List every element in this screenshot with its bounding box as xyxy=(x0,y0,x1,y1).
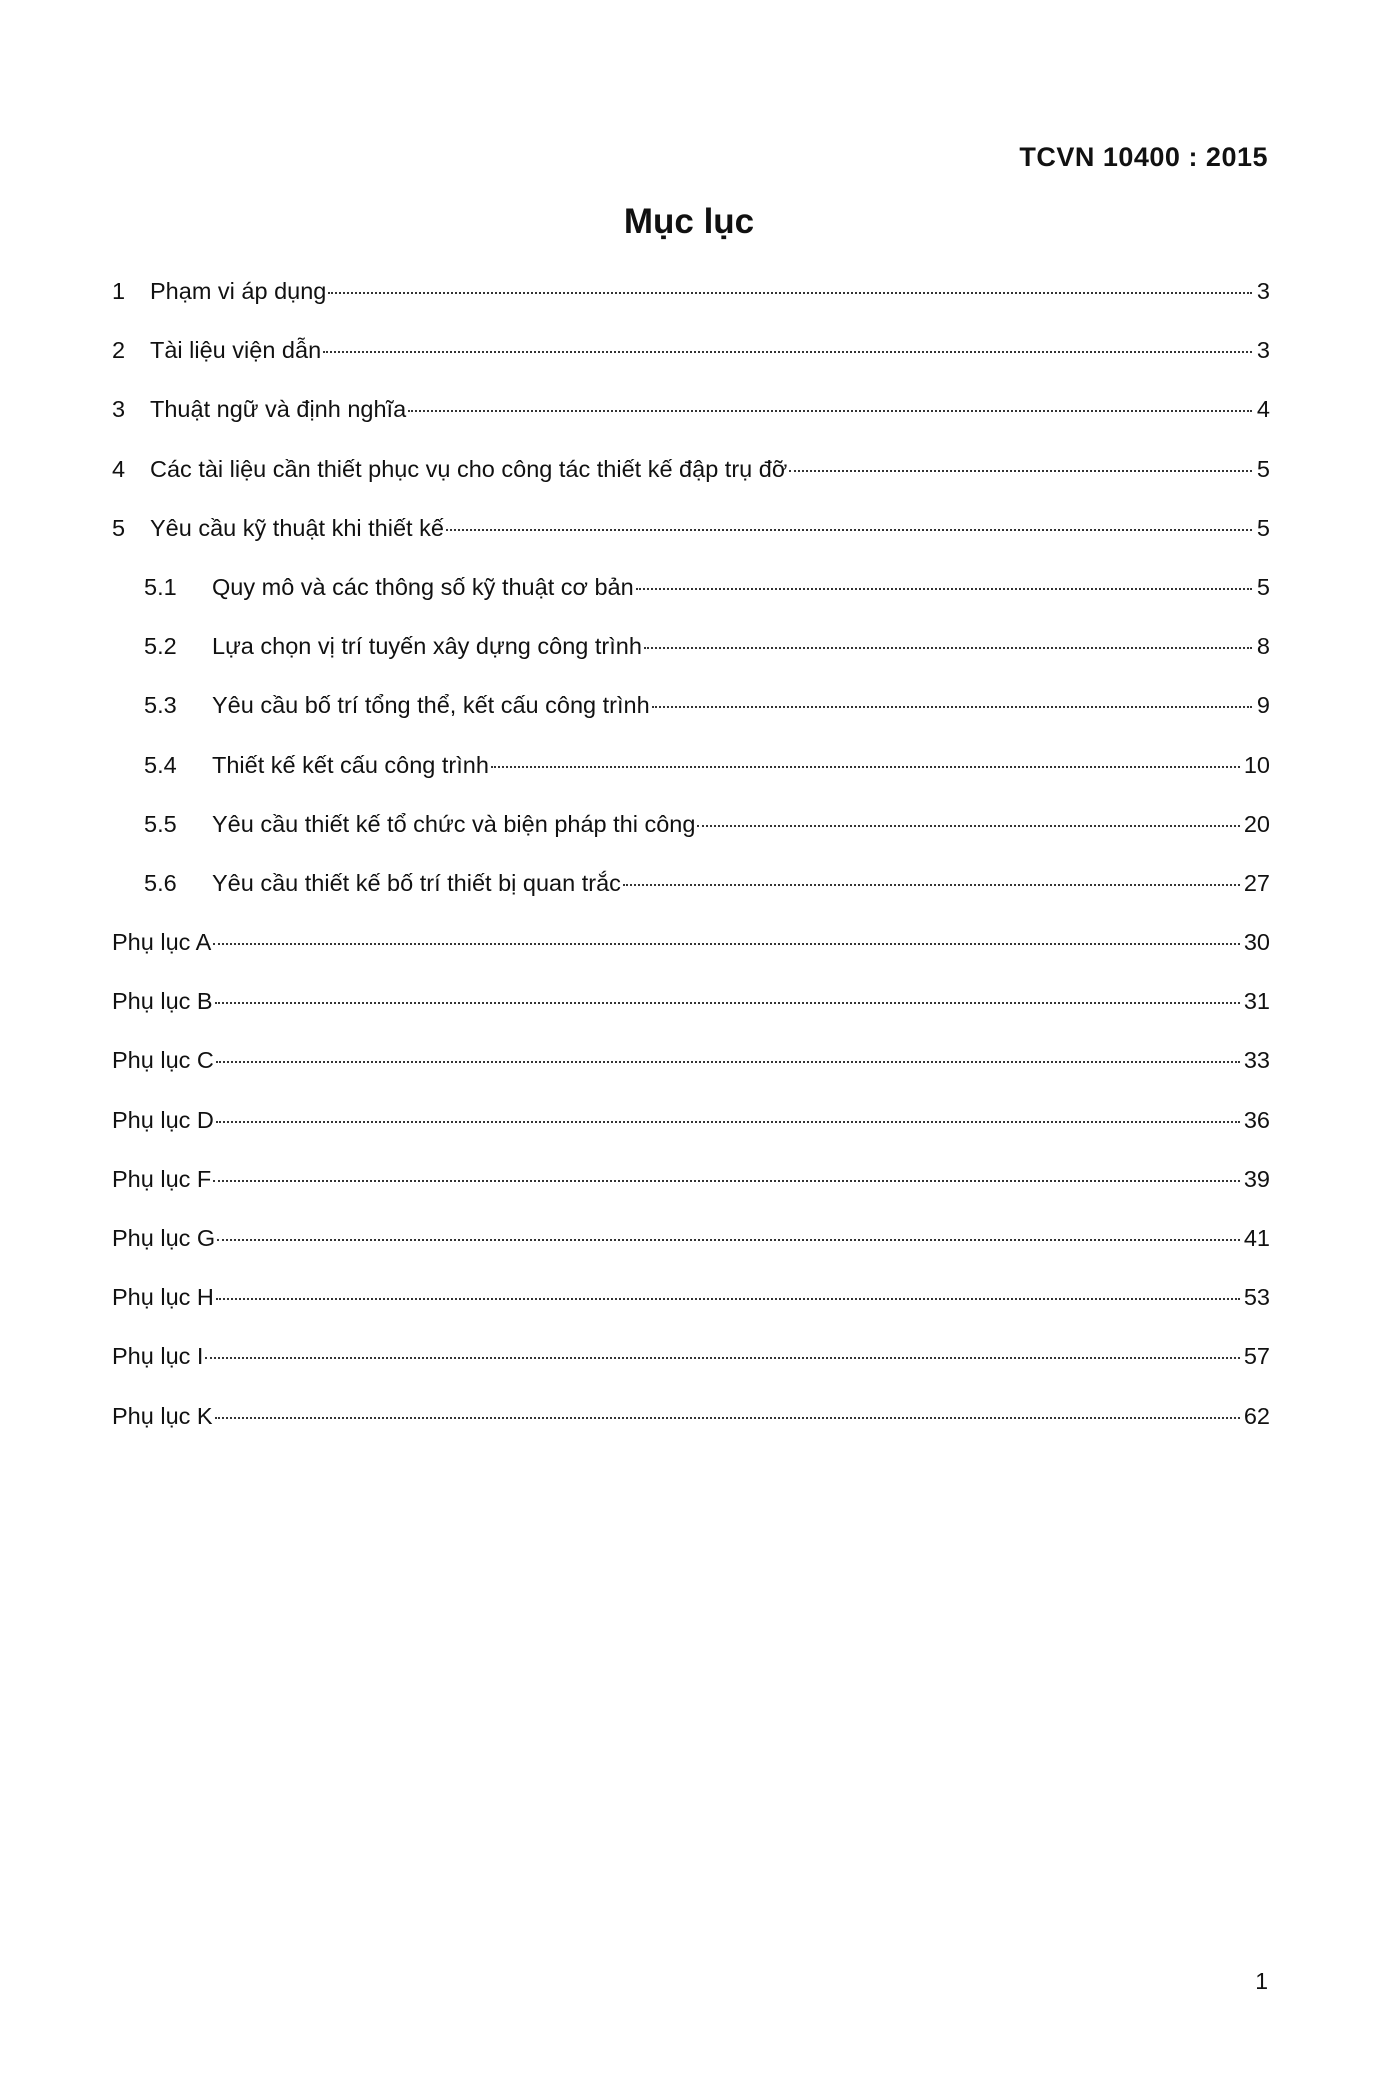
toc-entry-title: Phụ lục I xyxy=(112,1343,204,1370)
toc-entry-number: 5.6 xyxy=(144,869,177,896)
toc-entry-page: 3 xyxy=(1256,337,1270,364)
dot-leader xyxy=(697,825,1239,827)
toc-entry-title: Thiết kế kết cấu công trình xyxy=(212,751,489,778)
toc-entry-page: 41 xyxy=(1243,1225,1270,1251)
toc-entry-page: 53 xyxy=(1243,1284,1270,1311)
toc-entry-number: 5 xyxy=(112,514,126,541)
toc-entry-page: 62 xyxy=(1243,1402,1270,1429)
dot-leader xyxy=(205,1357,1239,1359)
toc-entry-page: 9 xyxy=(1256,692,1270,719)
toc-entry-number: 1 xyxy=(112,278,126,304)
toc-entry[interactable] xyxy=(112,690,1270,749)
toc-entry-number: 5.4 xyxy=(144,751,177,778)
toc-entry-page: 20 xyxy=(1243,810,1270,837)
dot-leader xyxy=(652,706,1252,708)
toc-entry-title: Phụ lục A xyxy=(112,929,212,956)
toc-entry-title: Tài liệu viện dẫn xyxy=(150,337,322,364)
toc-title: Mục lục xyxy=(623,202,755,241)
toc-entry-title: Các tài liệu cần thiết phục vụ cho công tác thiết kế đập trụ đỡ xyxy=(150,455,788,482)
toc-entry[interactable] xyxy=(112,1045,1270,1104)
dot-leader xyxy=(216,1298,1240,1300)
toc-entry-page: 5 xyxy=(1256,573,1270,600)
dot-leader xyxy=(213,943,1240,945)
dot-leader xyxy=(644,647,1252,649)
toc-entry-number: 5.3 xyxy=(144,692,177,719)
dot-leader xyxy=(217,1239,1240,1241)
toc-entry[interactable] xyxy=(112,1223,1270,1282)
toc-entry-title: Phụ lục G xyxy=(112,1225,216,1251)
standard-number: TCVN 10400 : 2015 xyxy=(1019,142,1268,172)
toc-entry[interactable] xyxy=(112,394,1270,453)
toc-entry-title: Phụ lục F xyxy=(112,1165,212,1192)
toc-entry[interactable] xyxy=(112,868,1270,927)
dot-leader xyxy=(623,884,1240,886)
toc-entry-number: 4 xyxy=(112,455,126,482)
toc-entry-page: 4 xyxy=(1256,396,1270,423)
toc-entry-page: 5 xyxy=(1256,514,1270,541)
toc-entry-title: Phụ lục K xyxy=(112,1402,213,1429)
toc-entry-page: 39 xyxy=(1243,1165,1270,1192)
toc-entry-page: 8 xyxy=(1256,633,1270,660)
toc-entry-number: 5.1 xyxy=(144,573,177,600)
dot-leader xyxy=(323,351,1252,353)
toc-entry[interactable] xyxy=(112,927,1270,986)
toc-entry-title: Yêu cầu bố trí tổng thể, kết cấu công trình xyxy=(212,692,650,719)
dot-leader xyxy=(789,470,1252,472)
table-of-contents xyxy=(112,276,1270,1460)
toc-entry[interactable] xyxy=(112,750,1270,809)
toc-entry-page: 33 xyxy=(1243,1047,1270,1074)
toc-entry-number: 5.2 xyxy=(144,633,177,660)
toc-entry-page: 5 xyxy=(1256,455,1270,482)
toc-entry-number: 5.5 xyxy=(144,810,177,837)
toc-entry[interactable] xyxy=(112,1401,1270,1460)
toc-entry-number: 3 xyxy=(112,396,126,423)
toc-entry-title: Phụ lục D xyxy=(112,1106,214,1133)
toc-entry-page: 31 xyxy=(1243,988,1270,1015)
dot-leader xyxy=(636,588,1252,590)
toc-entry[interactable] xyxy=(112,1105,1270,1164)
toc-entry-title: Phạm vi áp dụng xyxy=(150,278,327,304)
toc-entry-page: 10 xyxy=(1243,751,1270,778)
toc-entry[interactable] xyxy=(112,454,1270,513)
dot-leader xyxy=(408,410,1252,412)
toc-entry[interactable] xyxy=(112,809,1270,868)
toc-entry-page: 27 xyxy=(1243,869,1270,896)
dot-leader xyxy=(491,766,1240,768)
dot-leader xyxy=(215,1417,1240,1419)
toc-entry-title: Yêu cầu thiết kế tổ chức và biện pháp thi công xyxy=(212,810,696,837)
dot-leader xyxy=(216,1121,1240,1123)
toc-entry[interactable] xyxy=(112,1341,1270,1400)
toc-entry-title: Phụ lục H xyxy=(112,1284,214,1311)
toc-entry-page: 36 xyxy=(1243,1106,1270,1133)
toc-entry[interactable] xyxy=(112,513,1270,572)
toc-entry-page: 57 xyxy=(1243,1343,1270,1370)
dot-leader xyxy=(216,1061,1240,1063)
dot-leader xyxy=(446,529,1252,531)
toc-entry[interactable] xyxy=(112,572,1270,631)
toc-entry-title: Lựa chọn vị trí tuyến xây dựng công trình xyxy=(212,633,642,660)
toc-entry-number: 2 xyxy=(112,337,126,364)
toc-entry-title: Yêu cầu kỹ thuật khi thiết kế xyxy=(150,514,444,541)
toc-entry[interactable] xyxy=(112,1282,1270,1341)
toc-entry[interactable] xyxy=(112,276,1270,335)
toc-entry-page: 30 xyxy=(1243,929,1270,956)
toc-entry-title: Phụ lục C xyxy=(112,1047,214,1074)
dot-leader xyxy=(215,1002,1240,1004)
toc-entry[interactable] xyxy=(112,335,1270,394)
page-number: 1 xyxy=(1255,1968,1268,1994)
toc-entry-page: 3 xyxy=(1256,278,1270,304)
toc-entry[interactable] xyxy=(112,986,1270,1045)
toc-entry-title: Yêu cầu thiết kế bố trí thiết bị quan trắc xyxy=(212,869,621,896)
dot-leader xyxy=(213,1180,1240,1182)
toc-entry-title: Quy mô và các thông số kỹ thuật cơ bản xyxy=(212,573,634,600)
toc-entry-title: Thuật ngữ và định nghĩa xyxy=(150,396,407,423)
toc-entry[interactable] xyxy=(112,1164,1270,1223)
toc-entry-title: Phụ lục B xyxy=(112,988,213,1015)
toc-entry[interactable] xyxy=(112,631,1270,690)
dot-leader xyxy=(328,292,1252,294)
